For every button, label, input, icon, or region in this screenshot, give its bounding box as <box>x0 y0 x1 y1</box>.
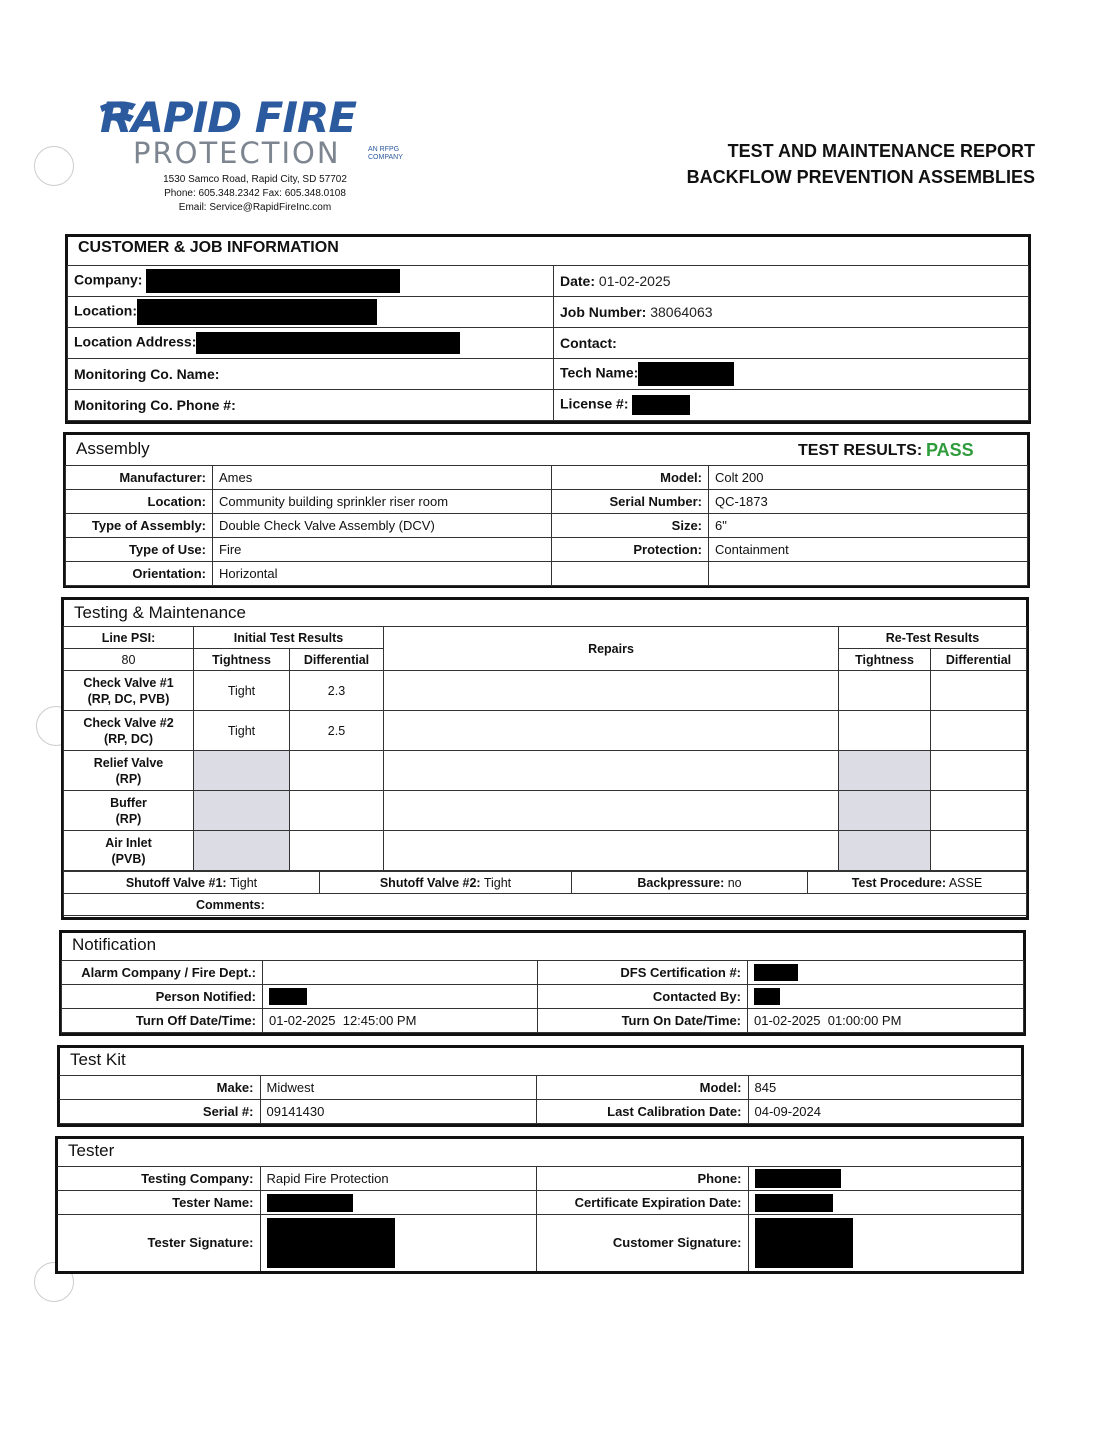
row-sublabel: (PVB) <box>111 851 146 866</box>
buffer-retest-differential <box>931 791 1027 831</box>
monitoring-name-cell <box>68 359 554 390</box>
calibration-label: Last Calibration Date: <box>536 1100 748 1124</box>
location-cell <box>68 297 554 328</box>
relief-tightness <box>194 751 290 791</box>
signature-redacted <box>755 1218 853 1268</box>
buffer-retest-tightness <box>839 791 931 831</box>
row-label: Check Valve #1 <box>83 675 174 690</box>
cv2-differential: 2.5 <box>290 711 384 751</box>
cv1-retest-tightness <box>839 671 931 711</box>
buffer-repairs <box>384 791 839 831</box>
tester-section <box>55 1136 1024 1274</box>
redacted-block <box>754 988 780 1005</box>
customer-section <box>65 234 1031 424</box>
serial-label: Serial Number: <box>552 490 709 514</box>
tester-signature-label: Tester Signature: <box>57 1215 260 1271</box>
row-sublabel: (RP) <box>115 811 142 826</box>
protection-label: Protection: <box>552 538 709 562</box>
section-heading: Tester <box>68 1141 115 1160</box>
tester-name-value <box>260 1191 536 1215</box>
contact-cell <box>554 328 1029 359</box>
job-cell <box>554 297 1029 328</box>
shutoff2-label: Shutoff Valve #2: <box>379 875 481 890</box>
check-valve-1-label <box>64 671 194 711</box>
row-label: Check Valve #2 <box>83 715 174 730</box>
job-value: 38064063 <box>650 304 713 320</box>
job-label: Job Number: <box>560 304 647 320</box>
location-value: Community building sprinkler riser room <box>213 490 552 514</box>
relief-retest-tightness <box>839 751 931 791</box>
tester-table <box>57 1166 1022 1271</box>
testing-section <box>61 597 1029 920</box>
size-label: Size: <box>552 514 709 538</box>
retest-results-label: Re-Test Results <box>839 627 1027 649</box>
redacted-block <box>755 1169 841 1188</box>
shutoff1-cell <box>64 872 320 894</box>
tech-cell <box>554 359 1029 390</box>
redacted-block <box>638 362 734 386</box>
punch-hole <box>34 146 74 186</box>
redacted-block <box>755 1194 833 1212</box>
cv2-retest-tightness <box>839 711 931 751</box>
logo-subtitle: PROTECTION <box>133 136 341 170</box>
relief-valve-label <box>64 751 194 791</box>
company-cell <box>68 266 554 297</box>
row-sublabel: (RP) <box>115 771 142 786</box>
license-label: License #: <box>560 395 629 412</box>
date-value: 01-02-2025 <box>598 273 671 289</box>
assembly-type-label: Type of Assembly: <box>66 514 213 538</box>
cv2-retest-differential <box>931 711 1027 751</box>
calibration-value: 04-09-2024 <box>748 1100 1022 1124</box>
logo-wordmark: RAPID FIRE <box>100 93 357 142</box>
backpressure-cell <box>572 872 808 894</box>
repairs-label: Repairs <box>384 627 839 671</box>
phone-label: Phone: <box>536 1167 748 1191</box>
monitoring-phone-cell <box>68 390 554 421</box>
assembly-type-value: Double Check Valve Assembly (DCV) <box>213 514 552 538</box>
notification-section <box>59 930 1026 1036</box>
cv1-differential: 2.3 <box>290 671 384 711</box>
assembly-table <box>65 465 1028 586</box>
customer-signature-label: Customer Signature: <box>536 1215 748 1271</box>
cv2-repairs <box>384 711 839 751</box>
backpressure-label: Backpressure: <box>637 875 725 890</box>
contacted-label: Contacted By: <box>538 985 748 1009</box>
manufacturer-value: Ames <box>213 466 552 490</box>
line-psi-value: 80 <box>64 649 194 671</box>
shutoff2-cell <box>320 872 572 894</box>
retest-differential-header: Differential <box>931 649 1027 671</box>
air-inlet-label <box>64 831 194 871</box>
manufacturer-label: Manufacturer: <box>66 466 213 490</box>
section-heading: Notification <box>72 935 157 954</box>
alarm-label: Alarm Company / Fire Dept.: <box>62 961 263 985</box>
tech-label: Tech Name: <box>560 364 639 381</box>
buffer-label <box>64 791 194 831</box>
turnoff-value: 01-02-2025 12:45:00 PM <box>263 1009 538 1033</box>
cv1-repairs <box>384 671 839 711</box>
testing-table <box>63 626 1027 871</box>
buffer-tightness <box>194 791 290 831</box>
section-heading: Testing & Maintenance <box>74 603 246 622</box>
contact-label: Contact: <box>560 335 617 351</box>
section-heading: Test Kit <box>70 1050 126 1069</box>
report-title-line2: BACKFLOW PREVENTION ASSEMBLIES <box>686 167 1035 187</box>
differential-header: Differential <box>290 649 384 671</box>
email-line: Email: Service@RapidFireInc.com <box>178 202 332 213</box>
check-valve-2-label <box>64 711 194 751</box>
testkit-table <box>59 1075 1022 1124</box>
redacted-block <box>196 332 460 354</box>
make-value: Midwest <box>260 1076 536 1100</box>
make-label: Make: <box>59 1076 260 1100</box>
report-title <box>687 138 1035 190</box>
turnon-label: Turn On Date/Time: <box>538 1009 748 1033</box>
air-inlet-tightness <box>194 831 290 871</box>
air-inlet-retest-tightness <box>839 831 931 871</box>
serial-value: QC-1873 <box>709 490 1028 514</box>
air-inlet-retest-differential <box>931 831 1027 871</box>
address-line: 1530 Samco Road, Rapid City, SD 57702 <box>163 174 347 185</box>
phone-line: Phone: 605.348.2342 Fax: 605.348.0108 <box>164 188 346 199</box>
section-heading: Assembly <box>76 439 150 458</box>
contacted-value <box>748 985 1024 1009</box>
comments-label: Comments: <box>64 894 1027 916</box>
redacted-block <box>269 988 307 1005</box>
kit-model-label: Model: <box>536 1076 748 1100</box>
turnon-value: 01-02-2025 01:00:00 PM <box>748 1009 1024 1033</box>
company-label: Company: <box>74 271 143 288</box>
logo-company-tag <box>368 146 412 162</box>
size-value: 6" <box>709 514 1028 538</box>
dfs-label: DFS Certification #: <box>538 961 748 985</box>
air-inlet-differential <box>290 831 384 871</box>
section-heading: CUSTOMER & JOB INFORMATION <box>78 239 339 256</box>
retest-tightness-header: Tightness <box>839 649 931 671</box>
tester-name-label: Tester Name: <box>57 1191 260 1215</box>
redacted-block <box>267 1194 353 1212</box>
use-value: Fire <box>213 538 552 562</box>
location-label: Location: <box>74 302 137 319</box>
report-title-line1: TEST AND MAINTENANCE REPORT <box>727 141 1035 161</box>
kit-serial-label: Serial #: <box>59 1100 260 1124</box>
cv2-tightness: Tight <box>194 711 290 751</box>
testing-company-label: Testing Company: <box>57 1167 260 1191</box>
empty-cell <box>552 562 709 586</box>
procedure-label: Test Procedure: <box>851 875 947 890</box>
shutoff-table <box>63 871 1027 916</box>
cert-expiration-label: Certificate Expiration Date: <box>536 1191 748 1215</box>
date-cell <box>554 266 1029 297</box>
monitoring-phone-label: Monitoring Co. Phone #: <box>74 397 236 413</box>
test-results-label: TEST RESULTS: <box>798 442 923 459</box>
redacted-block <box>632 395 690 415</box>
cv1-retest-differential <box>931 671 1027 711</box>
orientation-value: Horizontal <box>213 562 552 586</box>
model-label: Model: <box>552 466 709 490</box>
company-address <box>140 173 370 215</box>
location-address-label: Location Address: <box>74 333 197 350</box>
date-label: Date: <box>560 273 596 289</box>
customer-table <box>67 265 1029 421</box>
relief-repairs <box>384 751 839 791</box>
logo-company-text: AN RFPG COMPANY <box>368 146 403 161</box>
cv1-tightness: Tight <box>194 671 290 711</box>
tightness-header: Tightness <box>194 649 290 671</box>
air-inlet-repairs <box>384 831 839 871</box>
row-label: Relief Valve <box>93 755 164 770</box>
row-sublabel: (RP, DC) <box>103 731 154 746</box>
location-label: Location: <box>66 490 213 514</box>
procedure-cell <box>808 872 1027 894</box>
cert-expiration-value <box>748 1191 1022 1215</box>
buffer-differential <box>290 791 384 831</box>
customer-signature-value <box>748 1215 1022 1271</box>
relief-retest-differential <box>931 751 1027 791</box>
monitoring-name-label: Monitoring Co. Name: <box>74 366 220 382</box>
protection-value: Containment <box>709 538 1028 562</box>
redacted-block <box>146 269 400 293</box>
row-label: Air Inlet <box>105 835 152 850</box>
initial-results-label: Initial Test Results <box>194 627 384 649</box>
signature-redacted <box>267 1218 395 1268</box>
kit-model-value: 845 <box>748 1076 1022 1100</box>
procedure-value: ASSE <box>948 875 983 890</box>
line-psi-label: Line PSI: <box>64 627 194 649</box>
dfs-value <box>748 961 1024 985</box>
notification-table <box>61 960 1024 1033</box>
assembly-section <box>63 432 1030 588</box>
use-label: Type of Use: <box>66 538 213 562</box>
empty-cell <box>709 562 1028 586</box>
alarm-value <box>263 961 538 985</box>
phone-value <box>748 1167 1022 1191</box>
shutoff1-label: Shutoff Valve #1: <box>125 875 227 890</box>
license-cell <box>554 390 1029 421</box>
tester-signature-value <box>260 1215 536 1271</box>
redacted-block <box>754 964 798 981</box>
person-value <box>263 985 538 1009</box>
model-value: Colt 200 <box>709 466 1028 490</box>
orientation-label: Orientation: <box>66 562 213 586</box>
test-results-value: PASS <box>926 440 974 460</box>
shutoff1-value: Tight <box>229 875 258 890</box>
backpressure-value: no <box>727 875 742 890</box>
row-sublabel: (RP, DC, PVB) <box>87 691 170 706</box>
person-label: Person Notified: <box>62 985 263 1009</box>
location-address-cell <box>68 328 554 359</box>
kit-serial-value: 09141430 <box>260 1100 536 1124</box>
shutoff2-value: Tight <box>483 875 512 890</box>
row-label: Buffer <box>110 795 147 810</box>
relief-differential <box>290 751 384 791</box>
testkit-section <box>57 1045 1024 1127</box>
turnoff-label: Turn Off Date/Time: <box>62 1009 263 1033</box>
testing-company-value: Rapid Fire Protection <box>260 1167 536 1191</box>
redacted-block <box>137 299 377 325</box>
